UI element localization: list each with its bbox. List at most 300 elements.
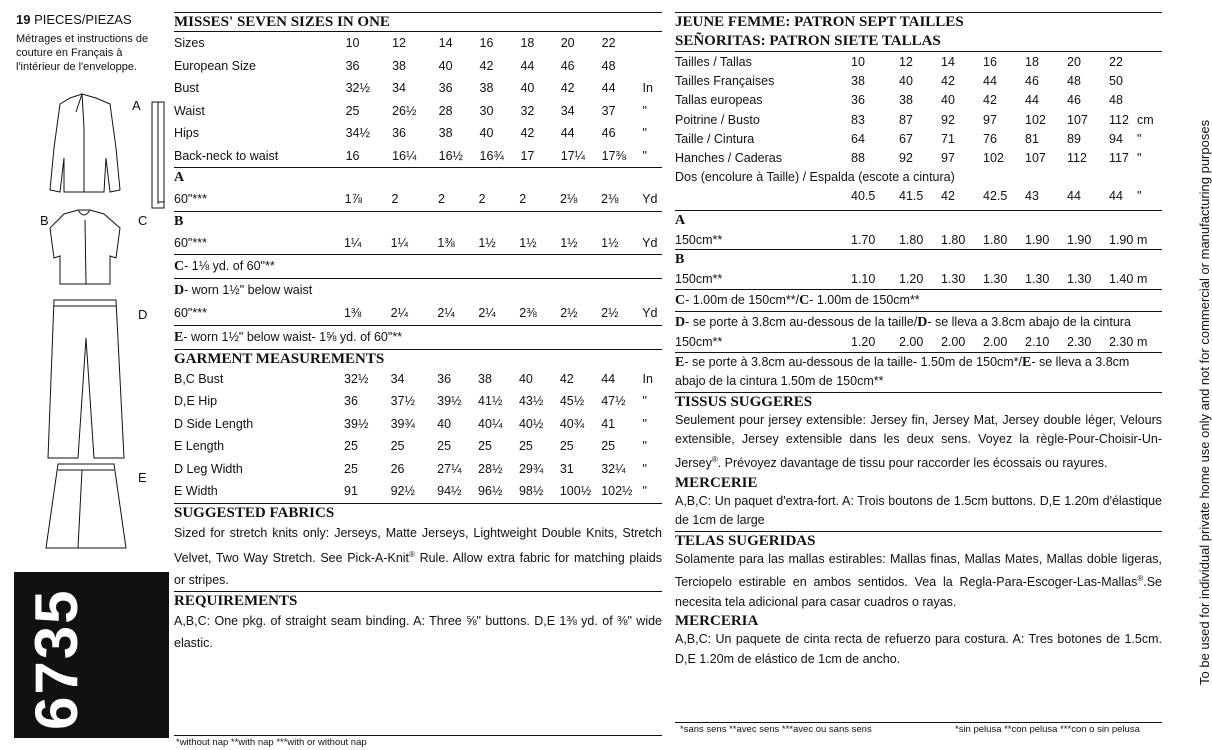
fr-size-chart-unit: " (1137, 151, 1142, 166)
garment-measure-unit: " (642, 416, 647, 431)
view-e-skirt-drawing (46, 464, 126, 548)
fr-size-chart-value: 38 (899, 93, 913, 108)
size-chart-value: 37 (601, 103, 616, 118)
yardage-d-value: 2⅜ (519, 306, 537, 321)
fr-size-chart-value: 40 (941, 93, 955, 108)
fr-size-chart-row (675, 71, 1162, 90)
yardage-d-label: 60"*** (174, 306, 207, 321)
fr-meterage-b-value: 1.10 (851, 272, 876, 287)
telas-text: Solamente para las mallas estirables: Mallas finas, Mallas Mates, Mallas doble ligeras, Terciopelo estirable en ambos sentidos. Vea la Regla-Para-Escoger-Las-Mallas®.Se necesita tela adicional para casar cuadros o rayas. (675, 551, 1162, 609)
garment-measure-value: 102½ (601, 484, 633, 499)
garment-measure-value: 40¾ (559, 416, 585, 431)
fr-dos-label (675, 187, 851, 206)
size-chart-value: 36 (392, 126, 407, 141)
size-chart-value: 22 (601, 36, 616, 51)
fr-size-chart-value: 18 (1025, 54, 1039, 69)
telas-title: TELAS SUGERIDAS (675, 532, 816, 549)
size-chart-value: 44 (560, 126, 575, 141)
fr-size-chart-unit (1137, 91, 1162, 110)
size-chart-value: 10 (345, 36, 360, 51)
size-chart-value: 34½ (345, 126, 370, 141)
english-title: MISSES' SEVEN SIZES IN ONE (174, 14, 390, 30)
yardage-a-value: 1⅞ (344, 192, 363, 207)
garment-measure-value: 41 (601, 416, 616, 431)
garment-measure-value: 25 (559, 439, 574, 454)
yardage-a-value: 2⅛ (559, 192, 578, 207)
garment-measure-row (174, 458, 662, 481)
size-chart-value: 16½ (438, 148, 463, 163)
size-chart-row (174, 122, 662, 145)
size-chart-value: 38 (479, 81, 494, 96)
garment-measure-value: 47½ (601, 394, 626, 409)
fr-dos-value: 42 (941, 189, 955, 204)
fr-meterage-d-value: 2.10 (1025, 335, 1050, 350)
garment-measure-row (174, 390, 662, 413)
figure-label-c: C (138, 213, 148, 228)
garment-measure-value: 43½ (518, 394, 544, 409)
fr-size-chart-value: 88 (851, 151, 865, 166)
size-chart-value: 17⅜ (601, 148, 626, 163)
yardage-b-value: 1¼ (390, 235, 409, 250)
garment-measure-value: 100½ (559, 484, 592, 499)
size-chart-label: Hips (174, 126, 200, 141)
garment-measure-value: 37½ (390, 394, 415, 409)
fr-size-chart-value: 10 (851, 54, 865, 69)
size-chart-value: 34 (392, 81, 407, 96)
garment-measure-value: 96½ (478, 484, 503, 499)
garment-measure-value: 40¼ (478, 416, 503, 431)
fr-meterage-a-value: 1.70 (851, 232, 876, 247)
fr-dos-value: 43 (1025, 189, 1039, 204)
size-chart-unit: " (642, 126, 647, 141)
size-chart-value: 20 (560, 36, 575, 51)
fr-size-chart-value: 112 (1067, 151, 1087, 166)
fr-meterage-b-value: 1.30 (983, 272, 1008, 287)
size-chart-value: 40 (479, 126, 494, 141)
fr-size-chart-value: 16 (983, 54, 997, 69)
size-chart-label: Back-neck to waist (174, 148, 279, 163)
fr-size-chart-label: Taille / Cintura (675, 131, 755, 146)
fr-size-chart-value: 107 (1025, 151, 1046, 166)
yardage-d-value: 2¼ (390, 306, 409, 321)
garment-measure-value: 27¼ (437, 461, 462, 476)
size-chart-value: 32 (520, 103, 535, 118)
size-chart-value: 16¾ (479, 148, 504, 163)
size-chart-value: 38 (438, 126, 453, 141)
size-chart-value: 40 (438, 58, 453, 73)
fr-meterage-d-value: 2.00 (899, 335, 924, 350)
garment-measure-value: 38 (478, 371, 492, 386)
size-chart-value: 18 (520, 36, 535, 51)
garment-measure-value: 40 (437, 416, 452, 431)
size-chart-value: 42 (560, 81, 575, 96)
tissus-title: TISSUS SUGGERES (675, 393, 813, 410)
garment-measure-value: 39¾ (390, 416, 415, 431)
garment-measure-value: 42 (559, 371, 574, 386)
garment-measure-unit: In (642, 371, 653, 386)
fr-size-chart-value: 42 (941, 73, 955, 88)
fr-size-chart-unit (1137, 52, 1162, 71)
garment-measure-value: 94½ (437, 484, 462, 499)
fr-size-chart-unit: cm (1137, 112, 1154, 127)
yardage-a-label: 60"*** (174, 192, 207, 207)
fr-size-chart-value: 42 (983, 93, 997, 108)
requirements-title: REQUIREMENTS (174, 592, 298, 609)
fr-meterage-d-value: 2.00 (941, 335, 966, 350)
fr-meterage-b-value: 1.30 (1025, 272, 1050, 287)
garment-measure-value: 40 (518, 371, 533, 386)
fr-view-e-meterage: E- se porte à 3.8cm au-dessous de la taille- 1.50m de 150cm*/E- se lleva a 3.8cm abajo de la cintura 1.50m de 150cm** (675, 354, 1130, 389)
size-chart-value: 40 (520, 81, 535, 96)
size-chart-value: 16 (479, 36, 494, 51)
dos-row (675, 187, 1162, 206)
garment-measure-row (174, 435, 662, 458)
pieces-count: 19 (16, 12, 31, 27)
garment-measure-label: D Side Length (174, 416, 254, 431)
fr-size-chart-label: Tailles / Tallas (675, 54, 752, 69)
size-chart-value: 14 (438, 36, 453, 51)
fr-meterage-b-value: 1.40 (1109, 272, 1134, 287)
fr-dos-value: 44 (1109, 189, 1123, 204)
garment-measure-value: 25 (344, 461, 358, 476)
view-c-yardage: C- 1⅛ yd. of 60"** (174, 259, 275, 274)
yardage-d-value: 2¼ (478, 306, 496, 321)
fr-meterage-d-value: 1.20 (851, 335, 876, 350)
size-chart-value: 48 (601, 58, 616, 73)
size-chart-label: Sizes (174, 36, 205, 51)
usage-restriction-note: To be used for individual private home use only and not for commercial or manufacturing purposes (1197, 119, 1212, 685)
merceria-title: MERCERIA (675, 613, 759, 630)
merceria-text: A,B,C: Un paquete de cinta recta de refuerzo para costura. A: Tres botones de 1.5cm. D,E 1.20m de elástico de 1cm de ancho. (675, 632, 1162, 666)
pieces-heading (16, 12, 132, 27)
fr-size-chart-value: 112 (1109, 112, 1129, 127)
garment-illustrations (30, 88, 140, 548)
garment-measure-value: 41½ (478, 394, 503, 409)
fr-size-chart-unit (1137, 71, 1162, 90)
yardage-d-unit: Yd (642, 306, 658, 321)
mercerie-title: MERCERIE (675, 474, 758, 491)
size-chart-value: 32½ (345, 81, 370, 96)
size-chart-label: Bust (174, 81, 200, 96)
fr-meterage-a-label: 150cm** (675, 232, 723, 247)
garment-measure-value: 45½ (559, 394, 585, 409)
fr-meterage-d-value: 2.30 (1109, 335, 1134, 350)
yardage-b-value: 1½ (519, 235, 537, 250)
size-chart-value: 16 (345, 148, 360, 163)
yardage-b-row (174, 232, 662, 255)
yardage-b-value: 1¼ (343, 235, 362, 250)
garment-measurements-title: GARMENT MEASUREMENTS (174, 350, 385, 367)
pattern-number: 6735 (23, 588, 90, 730)
size-chart-value: 42 (520, 126, 535, 141)
size-chart-row (174, 145, 662, 168)
garment-measure-unit: " (642, 484, 647, 499)
fr-size-chart-value: 38 (851, 73, 865, 88)
fr-view-c-meterage: C- 1.00m de 150cm**/C- 1.00m de 150cm** (675, 292, 920, 308)
garment-measure-value: 25 (437, 439, 452, 454)
garment-measure-label: B,C Bust (174, 371, 224, 386)
fr-dos-unit: " (1137, 189, 1142, 204)
fr-size-chart-label: Hanches / Caderas (675, 151, 783, 166)
fr-size-chart-value: 46 (1067, 93, 1081, 108)
fr-size-chart-value: 102 (983, 151, 1004, 166)
garment-measure-label: E Width (174, 484, 218, 499)
garment-measure-unit: " (642, 461, 647, 476)
garment-measure-value: 26 (390, 461, 405, 476)
fr-meterage-a-value: 1.90 (1025, 232, 1050, 247)
garment-measure-value: 36 (437, 371, 452, 386)
fr-size-chart-value: 102 (1025, 112, 1046, 127)
fr-size-chart-label: Tallas europeas (675, 93, 763, 108)
figure-label-e: E (138, 470, 147, 485)
pieces-subtitle: Métrages et instructions de couture en Français à l'intérieur de l'enveloppe. (16, 33, 149, 73)
french-title: JEUNE FEMME: PATRON SEPT TAILLES (675, 14, 964, 30)
yardage-d-value: 2½ (560, 306, 578, 321)
fr-meterage-b-value: 1.30 (1067, 272, 1092, 287)
fr-view-d-meterage (675, 333, 1162, 352)
size-chart-value: 16¼ (392, 148, 417, 163)
fr-dos-value: 44 (1067, 189, 1081, 204)
spanish-title: SEÑORITAS: PATRON SIETE TALLAS (675, 33, 941, 49)
requirements-text: A,B,C: One pkg. of straight seam binding. A: Three ⅝" buttons. D,E 1⅜ yd. of ⅜" wide elastic. (174, 613, 662, 650)
fr-meterage-b-value: 1.20 (899, 272, 924, 287)
view-d-pants-drawing (48, 300, 124, 458)
garment-measure-value: 91 (344, 484, 358, 499)
fr-view-b-letter: B (675, 252, 685, 268)
fr-size-chart-value: 76 (983, 131, 997, 146)
mercerie-text: A,B,C: Un paquet d'extra-fort. A: Trois boutons de 1.5cm buttons. D,E 1.20m d'élastique de 1cm de large (675, 493, 1162, 528)
fr-meterage-a-unit: m (1137, 232, 1148, 247)
yardage-d-value: 2¼ (437, 306, 455, 321)
fr-size-chart-value: 36 (851, 93, 865, 108)
yardage-d-value: 1⅜ (343, 306, 362, 321)
fr-size-chart-value: 44 (1025, 93, 1039, 108)
garment-measure-row (174, 413, 662, 436)
yardage-a-value: 2 (478, 192, 486, 207)
garment-measure-value: 34 (390, 371, 405, 386)
fr-meterage-b-unit: m (1137, 272, 1148, 287)
fr-size-chart-value: 22 (1109, 54, 1123, 69)
fr-size-chart-value: 40 (899, 73, 913, 88)
garment-measure-value: 25 (478, 439, 492, 454)
fr-size-chart-value: 83 (851, 112, 865, 127)
fr-size-chart-value: 46 (1025, 73, 1039, 88)
size-chart-row (174, 100, 662, 123)
garment-measure-value: 25 (601, 439, 616, 454)
fr-size-chart-row (675, 129, 1162, 148)
fr-view-a-letter: A (675, 213, 686, 229)
garment-measure-label: D Leg Width (174, 461, 243, 476)
fr-meterage-d-unit: m (1137, 335, 1148, 350)
garment-measure-value: 32½ (344, 371, 369, 386)
suggested-fabrics-text: Sized for stretch knits only: Jerseys, Matte Jerseys, Lightweight Double Knits, Stretch Velvet, Two Way Stretch. See Pick-A-Knit® Rule. Allow extra fabric for matching plaids or stripes. (174, 525, 662, 587)
view-b-top-drawing (50, 210, 120, 284)
fr-meterage-a-value: 1.90 (1109, 232, 1134, 247)
fr-size-chart-value: 12 (899, 54, 913, 69)
fr-size-chart-row (675, 91, 1162, 110)
yardage-a-unit: Yd (642, 192, 658, 207)
size-chart-value: 17¼ (560, 148, 586, 163)
view-d-yardage (174, 302, 662, 325)
fr-size-chart-value: 107 (1067, 112, 1088, 127)
size-chart-value: 44 (520, 58, 535, 73)
fr-size-chart-label: Poitrine / Busto (675, 112, 760, 127)
garment-measure-value: 25 (344, 439, 358, 454)
fr-size-chart-value: 64 (851, 131, 865, 146)
yardage-b-value: 1½ (478, 235, 496, 250)
fr-meterage-a-value: 1.80 (899, 232, 924, 247)
garment-measure-value: 25 (390, 439, 405, 454)
garment-measure-row (174, 480, 662, 503)
figure-label-b: B (40, 213, 49, 228)
yardage-a-row (174, 188, 662, 211)
size-chart-value: 36 (345, 58, 360, 73)
garment-measure-unit: " (642, 439, 647, 454)
fr-size-chart-value: 50 (1109, 73, 1123, 88)
size-chart-label: European Size (174, 58, 257, 73)
size-chart-value: 17 (520, 148, 535, 163)
fr-size-chart-value: 117 (1109, 151, 1129, 166)
tissus-text: Seulement pour jersey extensible: Jersey fin, Jersey Mat, Jersey double léger, Velours extensible, Jersey extensible dans les deux sens. Voyez la règle-Pour-Choisir-Un-Jersey®. Prévoyez davantage de tissu pour raccorder les écossais ou rayures. (675, 412, 1162, 471)
size-chart-value: 38 (392, 58, 407, 73)
yardage-b-value: 1½ (560, 235, 578, 250)
garment-measure-value: 44 (601, 371, 616, 386)
fr-size-chart-value: 44 (983, 73, 997, 88)
fr-size-chart-value: 92 (941, 112, 955, 127)
size-chart-unit (643, 55, 662, 78)
garment-measure-label: E Length (174, 439, 225, 454)
fr-size-chart-value: 71 (941, 131, 955, 146)
fr-size-chart-value: 48 (1109, 93, 1123, 108)
view-d-note: D- worn 1½" below waist (174, 283, 313, 298)
size-chart-value: 34 (560, 103, 575, 118)
fr-meterage-d-value: 2.00 (983, 335, 1008, 350)
garment-measure-value: 28½ (478, 461, 503, 476)
french-size-chart-table (675, 52, 1162, 168)
fr-size-chart-value: 97 (983, 112, 997, 127)
size-chart-table (174, 32, 662, 167)
pieces-label: PIECES/PIEZAS (34, 12, 132, 27)
size-chart-unit (643, 32, 662, 55)
yardage-a-value: 2 (391, 192, 399, 207)
size-chart-value: 26½ (392, 103, 417, 118)
garment-measure-value: 29¾ (518, 461, 544, 476)
size-chart-value: 28 (438, 103, 453, 118)
size-chart-value: 25 (345, 103, 360, 118)
yardage-b-value: 1⅜ (437, 235, 455, 250)
yardage-d-value: 2½ (601, 306, 619, 321)
size-chart-unit: " (642, 103, 647, 118)
size-chart-value: 46 (601, 126, 616, 141)
size-chart-row (174, 55, 662, 78)
fr-meterage-b-label: 150cm** (675, 272, 723, 287)
garment-measure-unit: " (642, 394, 647, 409)
garment-measure-value: 36 (344, 394, 358, 409)
fr-size-chart-value: 48 (1067, 73, 1081, 88)
fr-size-chart-value: 20 (1067, 54, 1081, 69)
french-spanish-column (675, 12, 1162, 669)
fr-size-chart-value: 94 (1109, 131, 1123, 146)
size-chart-value: 36 (438, 81, 453, 96)
fr-meterage-b-value: 1.30 (941, 272, 966, 287)
fr-size-chart-value: 87 (899, 112, 913, 127)
size-chart-value: 12 (392, 36, 407, 51)
garment-measure-value: 39½ (344, 416, 369, 431)
fr-view-b-meterage (675, 269, 1162, 288)
fr-size-chart-row (675, 52, 1162, 71)
fr-view-a-meterage (675, 230, 1162, 249)
garment-measure-value: 98½ (518, 484, 544, 499)
view-e-yardage: E- worn 1½" below waist- 1⅝ yd. of 60"** (174, 329, 403, 345)
fr-size-chart-value: 97 (941, 151, 955, 166)
fr-size-chart-value: 14 (941, 54, 955, 69)
fr-size-chart-value: 81 (1025, 131, 1039, 146)
fr-dos-value: 42.5 (983, 189, 1008, 204)
a-piece-strip (150, 100, 170, 212)
garment-measure-value: 32¼ (601, 461, 626, 476)
size-chart-row (174, 77, 662, 100)
garment-measure-row (174, 368, 662, 391)
english-column (174, 12, 662, 654)
fr-meterage-b-row (675, 269, 1162, 288)
view-a-jacket-drawing (50, 94, 120, 192)
garment-measure-value: 40½ (518, 416, 544, 431)
spanish-footnote: *sin pelusa **con pelusa ***con o sin pelusa (955, 724, 1140, 735)
garment-measure-value: 25 (518, 439, 533, 454)
garment-measurements-table (174, 368, 662, 503)
fr-meterage-d-row (675, 333, 1162, 352)
yardage-b-label: 60"*** (174, 235, 207, 250)
english-footnote: *without nap **with nap ***with or without nap (176, 737, 367, 748)
french-footnote: *sans sens **avec sens ***avec ou sans sens (680, 724, 872, 735)
fr-meterage-a-value: 1.80 (983, 232, 1008, 247)
size-chart-unit: " (642, 148, 647, 163)
size-chart-label: Waist (174, 103, 205, 118)
fr-size-chart-value: 92 (899, 151, 913, 166)
garment-measure-value: 92½ (390, 484, 415, 499)
fr-view-d-note: D- se porte à 3.8cm au-dessous de la taille/D- se lleva a 3.8cm abajo de la cintura (675, 314, 1131, 330)
size-chart-value: 44 (601, 81, 616, 96)
size-chart-value: 30 (479, 103, 494, 118)
figure-label-d: D (138, 307, 148, 322)
fr-size-chart-row (675, 148, 1162, 167)
fr-size-chart-value: 89 (1067, 131, 1081, 146)
suggested-fabrics-title: SUGGESTED FABRICS (174, 504, 335, 521)
fr-size-chart-row (675, 110, 1162, 129)
view-a-yardage (174, 188, 662, 211)
yardage-a-value: 2 (437, 192, 445, 207)
fr-size-chart-unit: " (1137, 131, 1142, 146)
view-b-letter: B (174, 213, 184, 229)
yardage-d-row (174, 302, 662, 325)
fr-dos-row (675, 187, 1162, 206)
size-chart-row (174, 32, 662, 55)
yardage-a-value: 2⅛ (601, 192, 619, 207)
left-column (0, 0, 170, 750)
fr-meterage-a-row (675, 230, 1162, 249)
figure-label-a: A (132, 98, 141, 113)
view-b-yardage (174, 232, 662, 255)
yardage-b-unit: Yd (642, 235, 658, 250)
fr-meterage-d-label: 150cm** (675, 335, 723, 350)
fr-dos-value: 40.5 (851, 189, 876, 204)
dos-label: Dos (encolure à Taille) / Espalda (escote a cintura) (675, 169, 955, 184)
size-chart-value: 46 (560, 58, 575, 73)
garment-measure-value: 31 (559, 461, 574, 476)
fr-size-chart-label: Tailles Françaises (675, 73, 775, 88)
yardage-b-value: 1½ (601, 235, 619, 250)
garment-measure-label: D,E Hip (174, 394, 218, 409)
